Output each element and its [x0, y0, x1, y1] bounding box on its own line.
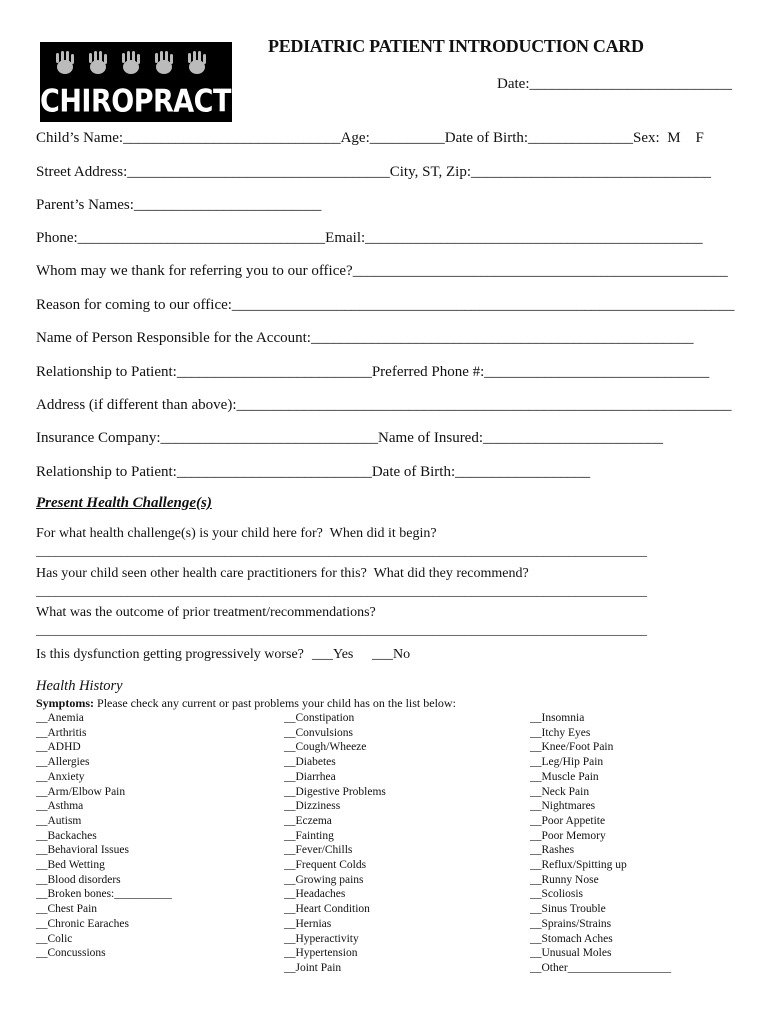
- symptom-item[interactable]: __Growing pains: [284, 873, 364, 886]
- symptom-item[interactable]: __Arthritis: [36, 726, 87, 739]
- symptom-item[interactable]: __Poor Memory: [530, 829, 606, 842]
- responsible-person-field[interactable]: Name of Person Responsible for the Account:___________________________________________________: [36, 330, 694, 346]
- question-3: What was the outcome of prior treatment/recommendations?: [36, 605, 376, 620]
- symptom-item[interactable]: __Concussions: [36, 947, 106, 960]
- reason-field[interactable]: Reason for coming to our office:___________________________________________________________________: [36, 297, 735, 313]
- symptom-item[interactable]: __Convulsions: [284, 726, 354, 739]
- address-field[interactable]: Street Address:___________________________________City, ST, Zip:________________________________: [36, 164, 711, 180]
- hand-print-icon: [151, 50, 177, 76]
- symptom-item[interactable]: __Nightmares: [530, 800, 596, 813]
- symptom-item[interactable]: __Autism: [36, 814, 82, 827]
- symptom-item[interactable]: __Arm/Elbow Pain: [36, 785, 126, 798]
- symptoms-instructions: [36, 696, 456, 711]
- symptom-item[interactable]: __Behavioral Issues: [36, 844, 129, 857]
- question-2: Has your child seen other health care practitioners for this? What did they recommend?: [36, 566, 529, 581]
- chiropractic-logo: [40, 42, 260, 122]
- insurance-field[interactable]: Insurance Company:_____________________________Name of Insured:________________________: [36, 430, 664, 446]
- symptom-item[interactable]: __Hypertension: [284, 947, 358, 960]
- symptom-item[interactable]: __Stomach Aches: [530, 932, 613, 945]
- symptom-item[interactable]: __Sprains/Strains: [530, 917, 612, 930]
- relationship-phone-field[interactable]: Relationship to Patient:__________________________Preferred Phone #:______________________________: [36, 364, 710, 380]
- symptom-item[interactable]: __Fever/Chills: [284, 844, 353, 857]
- referral-field[interactable]: Whom may we thank for referring you to our office?__________________________________________________: [36, 263, 728, 279]
- yes-option[interactable]: ___Yes: [312, 647, 354, 662]
- symptom-item[interactable]: __Frequent Colds: [284, 859, 367, 872]
- symptom-item[interactable]: __Sinus Trouble: [530, 903, 606, 916]
- answer-2-line[interactable]: ______________________________________________________________________________________________: [36, 583, 647, 598]
- symptom-item[interactable]: __Rashes: [530, 844, 575, 857]
- symptom-item[interactable]: __Leg/Hip Pain: [530, 756, 604, 769]
- symptom-item[interactable]: __Heart Condition: [284, 903, 370, 916]
- symptom-item[interactable]: __Chronic Earaches: [36, 917, 129, 930]
- symptom-item[interactable]: __Broken bones:__________: [36, 888, 172, 901]
- symptom-item[interactable]: __Eczema: [284, 814, 332, 827]
- symptom-item[interactable]: __Colic: [36, 932, 73, 945]
- hand-print-icon: [85, 50, 111, 76]
- symptoms-label: Symptoms:: [36, 696, 95, 710]
- symptom-item[interactable]: __Constipation: [284, 712, 355, 724]
- symptom-item[interactable]: __Poor Appetite: [530, 814, 606, 827]
- symptom-item[interactable]: __Digestive Problems: [284, 785, 386, 798]
- symptom-item[interactable]: __Dizziness: [284, 800, 341, 813]
- section-title: Present Health Challenge(s): [36, 495, 212, 511]
- symptom-item[interactable]: __Bed Wetting: [36, 859, 105, 872]
- symptom-item[interactable]: __Runny Nose: [530, 873, 599, 886]
- symptom-item[interactable]: __Allergies: [36, 756, 90, 769]
- symptom-item[interactable]: __Unusual Moles: [530, 947, 612, 960]
- alt-address-field[interactable]: Address (if different than above):__________________________________________________________________: [36, 397, 732, 413]
- symptom-item[interactable]: __Anemia: [36, 712, 84, 724]
- answer-1-line[interactable]: ______________________________________________________________________________________________: [36, 543, 647, 558]
- symptom-item[interactable]: __Knee/Foot Pain: [530, 741, 614, 754]
- hand-print-icon: [52, 50, 78, 76]
- form-title: PEDIATRIC PATIENT INTRODUCTION CARD: [268, 36, 644, 56]
- health-history-heading: Health History: [36, 678, 123, 694]
- hand-print-icon: [184, 50, 210, 76]
- answer-3-line[interactable]: ______________________________________________________________________________________________: [36, 622, 647, 637]
- symptom-item[interactable]: __Reflux/Spitting up: [530, 859, 627, 872]
- symptom-item[interactable]: __Hernias: [284, 917, 332, 930]
- symptom-item[interactable]: __Insomnia: [530, 712, 585, 724]
- symptom-item[interactable]: __Muscle Pain: [530, 770, 599, 783]
- symptom-item[interactable]: __Backaches: [36, 829, 97, 842]
- parents-names-field[interactable]: Parent’s Names:_________________________: [36, 197, 322, 213]
- symptoms-column-2: [284, 711, 386, 976]
- symptom-item[interactable]: __Other__________________: [530, 961, 672, 974]
- hand-print-icon: [118, 50, 144, 76]
- symptom-item[interactable]: __Scoliosis: [530, 888, 584, 901]
- symptoms-column-3: [530, 711, 671, 976]
- child-info-field[interactable]: Child’s Name:_____________________________Age:__________Date of Birth:______________Sex: M F: [36, 130, 704, 146]
- symptom-item[interactable]: __Chest Pain: [36, 903, 98, 916]
- symptom-item[interactable]: __Joint Pain: [284, 961, 342, 974]
- no-option[interactable]: ___No: [372, 647, 411, 662]
- symptom-item[interactable]: __Headaches: [284, 888, 346, 901]
- symptom-item[interactable]: __Blood disorders: [36, 873, 121, 886]
- symptom-item[interactable]: __Cough/Wheeze: [284, 741, 367, 754]
- symptom-item[interactable]: __Diabetes: [284, 756, 336, 769]
- date-field[interactable]: Date:___________________________: [497, 76, 732, 92]
- symptom-item[interactable]: __ADHD: [36, 741, 81, 754]
- symptom-item[interactable]: __Fainting: [284, 829, 334, 842]
- question-1: For what health challenge(s) is your child here for? When did it begin?: [36, 526, 437, 541]
- progressive-question: Is this dysfunction getting progressively worse?: [36, 647, 304, 662]
- insured-relationship-field[interactable]: Relationship to Patient:__________________________Date of Birth:__________________: [36, 464, 591, 480]
- symptom-item[interactable]: __Hyperactivity: [284, 932, 359, 945]
- phone-email-field[interactable]: Phone:_________________________________Email:_____________________________________________: [36, 230, 703, 246]
- symptoms-text: Please check any current or past problems your child has on the list below:: [94, 696, 456, 710]
- logo-text: CHIROPRACTIC: [40, 83, 260, 120]
- symptoms-column-1: [36, 711, 172, 961]
- symptom-item[interactable]: __Neck Pain: [530, 785, 590, 798]
- symptom-item[interactable]: __Itchy Eyes: [530, 726, 591, 739]
- symptom-item[interactable]: __Diarrhea: [284, 770, 336, 783]
- symptom-item[interactable]: __Anxiety: [36, 770, 85, 783]
- symptom-item[interactable]: __Asthma: [36, 800, 84, 813]
